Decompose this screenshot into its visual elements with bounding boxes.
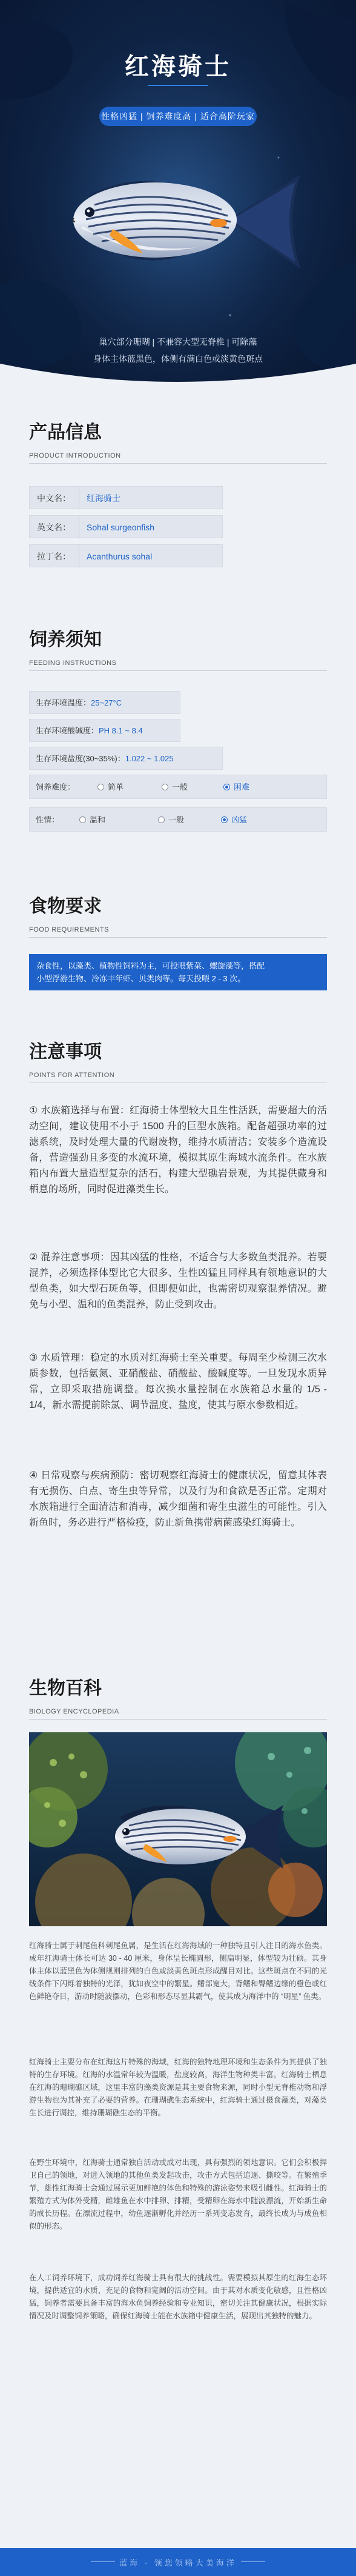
divider [29, 463, 327, 464]
feed-row-ph [29, 719, 180, 742]
footer-text: 蓝海 · 领您领略大美海洋 [119, 2558, 237, 2568]
temper-label: 性情： [36, 815, 60, 824]
info-value: Acanthurus sohal [87, 552, 153, 561]
bio-subtitle: BIOLOGY ENCYCLOPEDIA [29, 1708, 119, 1715]
footer-bar [0, 2548, 356, 2576]
radio-selected-icon [223, 784, 230, 790]
attention-subtitle: POINTS FOR ATTENTION [29, 1072, 115, 1079]
feed-row-salinity [29, 747, 223, 770]
attention-paragraph-mixing: ② 混养注意事项：因其凶猛的性格，不适合与大多数鱼类混养。若要混养，必须选择体型比它大很多、生性凶猛且同样具有领地意识的大型鱼类，如大型石斑鱼等，但即便如此，也需密切观察混养情况。避免与小型、温和的鱼类混养，防止受到攻击。 [29, 1252, 327, 1310]
info-key: 英文名： [30, 516, 79, 539]
product-info-subtitle: PRODUCT INTRODUCTION [29, 452, 121, 459]
feeding-section [0, 613, 356, 880]
attention-section [0, 1019, 356, 1674]
hero-banner [0, 0, 356, 388]
bio-photo [29, 1732, 327, 1926]
info-value: 红海骑士 [87, 493, 120, 503]
radio-selected-icon [221, 816, 228, 823]
feeding-title: 饲养须知 [29, 630, 102, 650]
food-title: 食物要求 [29, 896, 102, 916]
product-info-section [0, 400, 356, 576]
attention-title: 注意事项 [29, 1042, 102, 1062]
feed-value: 1.022 ~ 1.025 [125, 754, 174, 763]
food-description-box [29, 954, 327, 990]
temper-row [29, 807, 327, 832]
divider [29, 1719, 327, 1720]
feed-key: 生存环境盐度(30~35%)： [36, 754, 125, 763]
radio-icon [79, 816, 86, 823]
feed-row-temperature [29, 691, 180, 714]
hero-tags-pill: 性格凶猛 | 饲养难度高 | 适合高阶玩家 [99, 107, 257, 126]
title-underline [148, 85, 208, 86]
bio-title: 生物百科 [29, 1678, 102, 1698]
bio-paragraph-behavior: 在野生环境中，红海骑士通常独自活动或成对出现，具有强烈的领地意识。它们会积极捍卫自己的领地，对进入领地的其他鱼类发起攻击，攻击方式包括追逐、撕咬等。在繁殖季节，雄性红海骑士会通过展示更加鲜艳的体色和特殊的游泳姿势来吸引雌性。红海骑士的繁殖方式为体外受精，雌雄鱼在水中排卵、排精，受精卵在海水中随波漂流，开始新生命的成长历程。在漂流过程中，幼鱼逐渐孵化并经历一系列变态发育，最终长成为与成鱼相似的形态。 [29, 2158, 327, 2231]
food-section [0, 880, 356, 1019]
bio-paragraph-captivity: 在人工饲养环境下，成功饲养红海骑士具有很大的挑战性。需要模拟其原生的红海生态环境，提供适宜的水质、充足的食物和宽阔的活动空间。由于其对水质变化敏感，且性格凶猛，饲养者需要具备丰富的海水鱼饲养经验和专业知识，密切关注其健康状况，根据实际情况及时调整饲养策略，确保红海骑士能在水族箱中健康生活，展现出其独特的魅力。 [29, 2274, 327, 2320]
attention-paragraph-water: ③ 水质管理：稳定的水质对红海骑士至关重要。每周至少检测三次水质参数，包括氨氮、亚硝酸盐、硝酸盐、酸碱度等。一旦发现水质异常，立即采取措施调整。每次换水量控制在水族箱总水量的 1/5 - 1/4，新水需提前除氯、调节温度、盐度，使其与原水参数相近。 [29, 1353, 327, 1410]
radio-icon [158, 816, 165, 823]
difficulty-row [29, 775, 327, 799]
feed-key: 生存环境酸碱度： [36, 726, 99, 735]
food-line-1: 杂食性，以藻类、植物性饲料为主，可投喂紫菜、螺旋藻等，搭配 [36, 961, 265, 970]
feeding-subtitle: FEEDING INSTRUCTIONS [29, 659, 117, 667]
bio-section [0, 1649, 356, 2546]
difficulty-label: 饲养难度： [36, 782, 76, 792]
hero-caption-traits: 巢穴部分珊瑚 | 不兼容大型无脊椎 | 可除藻 [99, 337, 257, 347]
hero-title: 红海骑士 [125, 53, 231, 80]
info-row-latin-name [29, 544, 223, 567]
bio-paragraph-distribution: 红海骑士主要分布在红海这片特殊的海域，红海的独特地理环境和生态条件为其提供了独特的生存环境。红海的水温常年较为温暖，盐度较高，海洋生物种类丰富。红海骑士栖息在红海的珊瑚礁区域，这里丰富的藻类资源是其主要食物来源，同时小型无脊椎动物和浮游生物也为其补充了必要的营养。在珊瑚礁生态系统中，红海骑士通过摄食藻类，对藻类生长进行调控，维持珊瑚礁生态的平衡。 [29, 2058, 327, 2117]
product-info-title: 产品信息 [29, 422, 102, 442]
temper-option-mild[interactable]: 温和 [79, 808, 105, 832]
radio-icon [97, 784, 104, 790]
info-key: 拉丁名： [30, 545, 79, 568]
divider [29, 670, 327, 671]
temper-option-medium[interactable]: 一般 [158, 808, 184, 832]
feed-key: 生存环境温度： [36, 698, 91, 707]
feed-value: PH 8.1 ~ 8.4 [99, 726, 143, 735]
difficulty-option-medium[interactable]: 一般 [162, 775, 188, 799]
reef-fish-photo [29, 1732, 327, 1926]
difficulty-option-easy[interactable]: 简单 [97, 775, 124, 799]
attention-paragraph-tank: ① 水族箱选择与布置：红海骑士体型较大且生性活跃，需要超大的活动空间，建议使用不小于 1500 升的巨型水族箱。配备超强功率的过滤系统，及时处理大量的代谢废物，维持水质清洁；安装多个造流设备，营造强劲且多变的水流环境，模拟其原生海域水流条件。在水族箱内布置大量造型复杂的活石，构建大型礁岩景观，为其提供藏身和栖息的场所，同时促进藻类生长。 [29, 1106, 327, 1195]
info-row-chinese-name [29, 486, 223, 509]
footer-line-right [241, 2561, 265, 2562]
food-line-2: 小型浮游生物、冷冻丰年虾、贝类肉等。每天投喂 2 - 3 次。 [36, 974, 246, 983]
feed-value: 25~27°C [91, 698, 122, 707]
temper-option-fierce[interactable]: 凶猛 [221, 808, 247, 832]
fish-illustration [46, 138, 318, 302]
info-key: 中文名： [30, 487, 79, 510]
food-subtitle: FOOD REQUIREMENTS [29, 926, 109, 933]
attention-paragraph-health: ④ 日常观察与疾病预防：密切观察红海骑士的健康状况，留意其体表有无损伤、白点、寄生虫等异常，以及行为和食欲是否正常。定期对水族箱进行全面清洁和消毒，减少细菌和寄生虫滋生的可能性。引入新鱼时，务必进行严格检疫，防止新鱼携带病菌感染红海骑士。 [29, 1470, 327, 1528]
difficulty-option-hard[interactable]: 困难 [223, 775, 249, 799]
divider [29, 937, 327, 938]
hero-caption-appearance: 身体主体蓝黑色，体侧有满白色或淡黄色斑点 [93, 354, 263, 364]
info-value: Sohal surgeonfish [87, 522, 155, 532]
info-row-english-name [29, 515, 223, 538]
radio-icon [162, 784, 168, 790]
bio-paragraph-description: 红海骑士属于刺尾鱼科刺尾鱼属，是生活在红海海域的一种独特且引人注目的海水鱼类。成年红海骑士体长可达 30 - 40 厘米，身体呈长椭圆形，侧扁明显，体型较为壮硕。其身体主体以蓝黑色为体侧规则排列的白色或淡黄色斑点形成醒目对比。这些斑点在不同的光线条件下闪烁着独特的光泽，犹如夜空中的繁星。鳍部宽大，背鳍和臀鳍边缘的橙色或红色鲜艳夺目，游动时随波摆动，色彩和形态尽显其霸气，使其成为海洋中的 “明星” 鱼类。 [29, 1941, 327, 2001]
